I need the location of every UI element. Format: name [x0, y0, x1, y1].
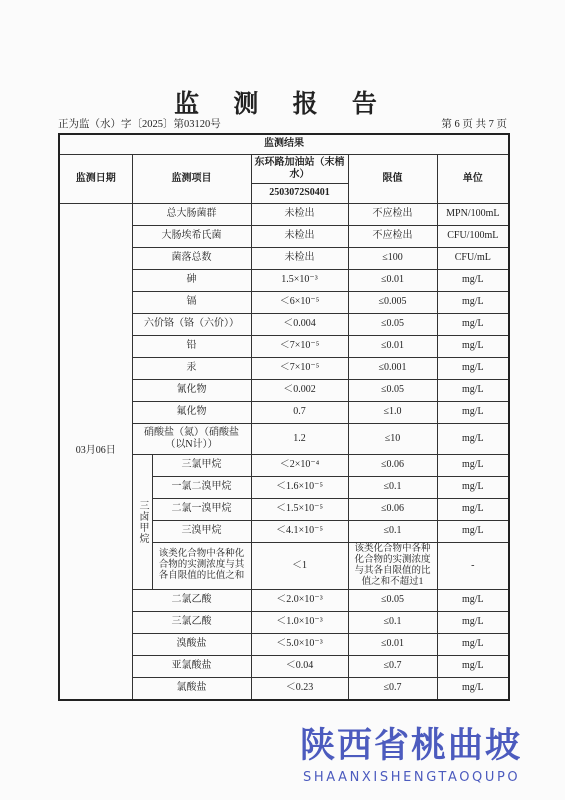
item-cell: 镉 — [132, 291, 251, 313]
unit-cell: mg/L — [437, 655, 509, 677]
unit-cell: mg/L — [437, 589, 509, 611]
unit-cell: mg/L — [437, 633, 509, 655]
unit-cell: CFU/100mL — [437, 225, 509, 247]
date-cell: 03月06日 — [59, 203, 132, 700]
item-cell: 氯酸盐 — [132, 677, 251, 700]
item-cell: 氟化物 — [132, 401, 251, 423]
limit-cell: ≤0.005 — [348, 291, 437, 313]
result-cell: ＜7×10⁻⁵ — [251, 357, 348, 379]
unit-cell: mg/L — [437, 335, 509, 357]
unit-cell: CFU/mL — [437, 247, 509, 269]
result-cell: ＜1.6×10⁻⁵ — [251, 476, 348, 498]
result-cell: ＜2×10⁻⁴ — [251, 454, 348, 476]
result-cell: ＜1 — [251, 542, 348, 589]
item-cell: 亚氯酸盐 — [132, 655, 251, 677]
unit-cell: mg/L — [437, 476, 509, 498]
item-cell: 砷 — [132, 269, 251, 291]
header-limit: 限值 — [348, 154, 437, 203]
limit-cell: ≤0.7 — [348, 655, 437, 677]
result-cell: ＜0.004 — [251, 313, 348, 335]
item-cell: 菌落总数 — [132, 247, 251, 269]
unit-cell: mg/L — [437, 291, 509, 313]
limit-cell: ≤0.05 — [348, 379, 437, 401]
unit-cell: mg/L — [437, 611, 509, 633]
unit-cell: - — [437, 542, 509, 589]
limit-cell: ≤0.7 — [348, 677, 437, 700]
unit-cell: mg/L — [437, 677, 509, 700]
item-cell: 该类化合物中各种化合物的实测浓度与其各自限值的比值之和 — [152, 542, 251, 589]
limit-cell: 不应检出 — [348, 203, 437, 225]
limit-cell: ≤0.06 — [348, 454, 437, 476]
unit-cell: mg/L — [437, 520, 509, 542]
limit-cell: ≤0.05 — [348, 313, 437, 335]
header-date: 监测日期 — [59, 154, 132, 203]
table-row — [59, 203, 509, 225]
unit-cell: mg/L — [437, 357, 509, 379]
result-cell: 1.5×10⁻³ — [251, 269, 348, 291]
item-cell: 一氯二溴甲烷 — [152, 476, 251, 498]
result-cell: 未检出 — [251, 225, 348, 247]
unit-cell: mg/L — [437, 423, 509, 454]
result-cell: ＜0.23 — [251, 677, 348, 700]
result-cell: ＜6×10⁻⁵ — [251, 291, 348, 313]
item-cell: 六价铬（铬（六价）） — [132, 313, 251, 335]
result-cell: ＜1.5×10⁻⁵ — [251, 498, 348, 520]
result-cell: ＜1.0×10⁻³ — [251, 611, 348, 633]
limit-cell: ≤1.0 — [348, 401, 437, 423]
unit-cell: mg/L — [437, 313, 509, 335]
item-cell: 大肠埃希氏菌 — [132, 225, 251, 247]
header-site-name: 东环路加油站（末梢水） — [251, 154, 348, 184]
header-sample-id: 2503072S0401 — [251, 184, 348, 203]
result-cell: ＜7×10⁻⁵ — [251, 335, 348, 357]
page-info: 第 6 页 共 7 页 — [441, 119, 507, 130]
limit-cell: ≤0.05 — [348, 589, 437, 611]
result-cell: ＜0.04 — [251, 655, 348, 677]
document-number: 正为监（水）字〔2025〕第03120号 — [58, 119, 221, 130]
item-cell: 汞 — [132, 357, 251, 379]
limit-cell: ≤100 — [348, 247, 437, 269]
item-cell: 三氯甲烷 — [152, 454, 251, 476]
result-cell: ＜4.1×10⁻⁵ — [251, 520, 348, 542]
result-cell: 1.2 — [251, 423, 348, 454]
limit-cell: ≤0.01 — [348, 633, 437, 655]
result-cell: ＜2.0×10⁻³ — [251, 589, 348, 611]
limit-cell: 该类化合物中各种化合物的实测浓度与其各自限值的比值之和不超过1 — [348, 542, 437, 589]
result-cell: ＜0.002 — [251, 379, 348, 401]
section-title: 监测结果 — [59, 134, 509, 154]
unit-cell: mg/L — [437, 379, 509, 401]
item-cell: 二氯一溴甲烷 — [152, 498, 251, 520]
watermark-subtext: SHAANXISHENGTAOQUPO — [303, 770, 521, 785]
limit-cell: 不应检出 — [348, 225, 437, 247]
limit-cell: ≤0.01 — [348, 269, 437, 291]
limit-cell: ≤0.1 — [348, 476, 437, 498]
group-label-cell: 三卤甲烷 — [132, 454, 152, 589]
results-table — [58, 133, 510, 701]
limit-cell: ≤0.1 — [348, 520, 437, 542]
result-cell: 未检出 — [251, 203, 348, 225]
unit-cell: mg/L — [437, 454, 509, 476]
unit-cell: mg/L — [437, 401, 509, 423]
watermark-text: 陕西省桃曲坡 — [300, 726, 523, 766]
limit-cell: ≤0.001 — [348, 357, 437, 379]
header-item: 监测项目 — [132, 154, 251, 203]
item-cell: 氰化物 — [132, 379, 251, 401]
item-cell: 硝酸盐（氮）（硝酸盐（以N计）） — [132, 423, 251, 454]
result-cell: 未检出 — [251, 247, 348, 269]
result-cell: ＜5.0×10⁻³ — [251, 633, 348, 655]
limit-cell: ≤0.01 — [348, 335, 437, 357]
result-cell: 0.7 — [251, 401, 348, 423]
item-cell: 三溴甲烷 — [152, 520, 251, 542]
header-unit: 单位 — [437, 154, 509, 203]
unit-cell: mg/L — [437, 269, 509, 291]
limit-cell: ≤0.06 — [348, 498, 437, 520]
unit-cell: mg/L — [437, 498, 509, 520]
item-cell: 二氯乙酸 — [132, 589, 251, 611]
item-cell: 溴酸盐 — [132, 633, 251, 655]
limit-cell: ≤0.1 — [348, 611, 437, 633]
item-cell: 铅 — [132, 335, 251, 357]
item-cell: 三氯乙酸 — [132, 611, 251, 633]
item-cell: 总大肠菌群 — [132, 203, 251, 225]
unit-cell: MPN/100mL — [437, 203, 509, 225]
report-title: 监 测 报 告 — [174, 91, 391, 118]
limit-cell: ≤10 — [348, 423, 437, 454]
